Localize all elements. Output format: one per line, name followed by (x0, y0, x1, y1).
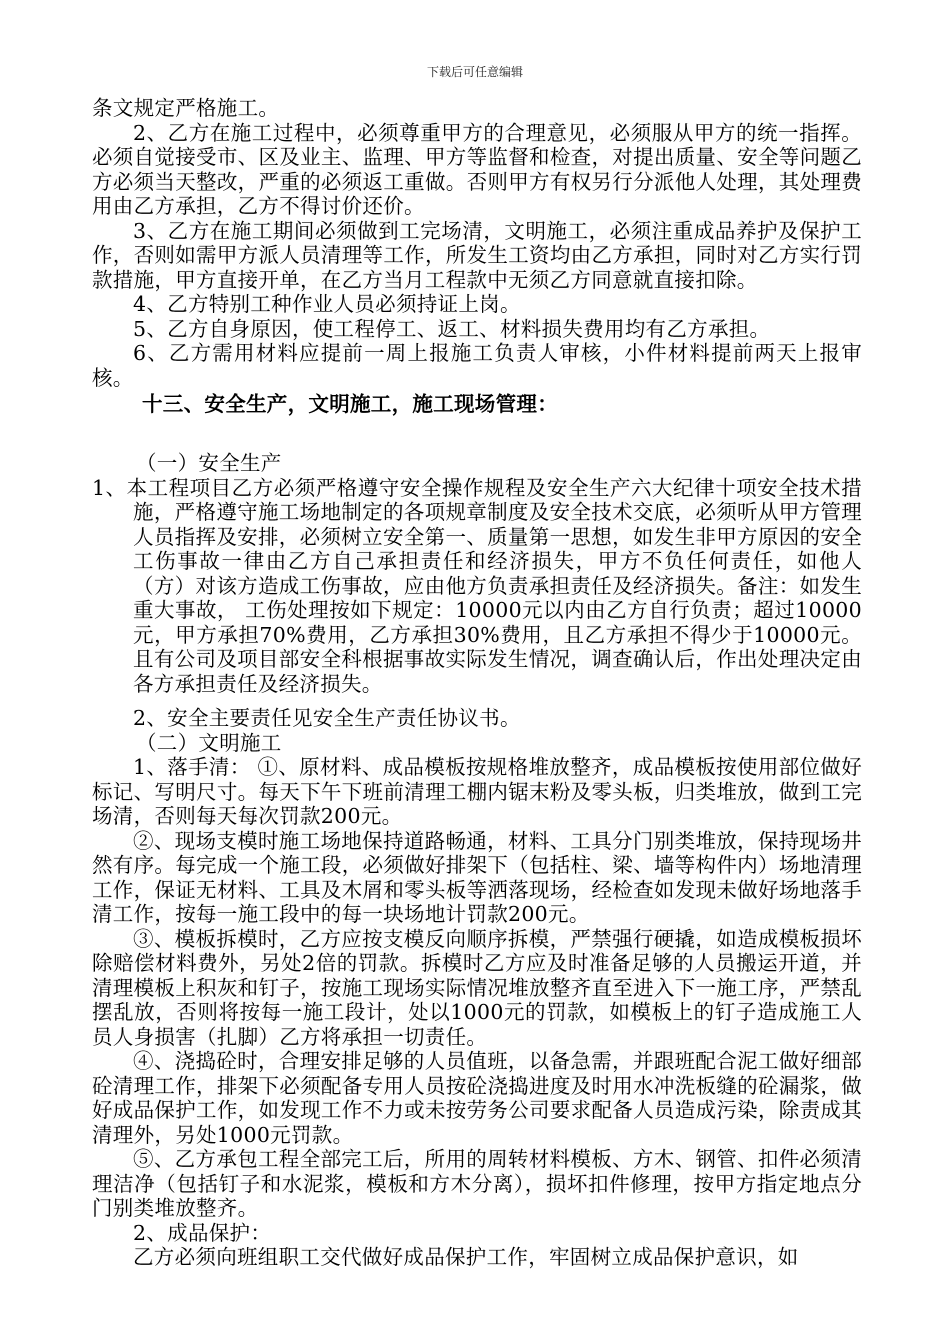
paragraph-clause-2: 2、乙方在施工过程中，必须尊重甲方的合理意见，必须服从甲方的统一指挥。必须自觉接受市、区及业主、监理、甲方等监督和检查，对提出质量、安全等问题乙方必须当天整改，严重的必须返工重做。否则甲方有权另行分派他人处理，其处理费用由乙方承担，乙方不得讨价还价。 (92, 120, 862, 218)
document-body (92, 96, 862, 1270)
safety-item-1-text: 本工程项目乙方必须严格遵守安全操作规程及安全生产六大纪律十项安全技术措施，严格遵守施工场地制定的各项规章制度及安全技术交底，必须听从甲方管理人员指挥及安排，必须树立安全第一、质量第一思想，如发生非甲方原因的安全工伤事故一律由乙方自己承担责任和经济损失，甲方不负任何责任，如他人（方）对该方造成工伤事故，应由他方负责承担责任及经济损失。备注：如发生重大事故， 工伤处理按如下规定：10000元以内由乙方自行负责；超过10000元，甲方承担70%费用，乙方承担30%费用，且乙方承担不得少于10000元。且有公司及项目部安全科根据事故实际发生情况，调查确认后，作出处理决定由各方承担责任及经济损失。 (126, 475, 862, 696)
civilized-item-1: 1、落手清： ①、原材料、成品模板按规格堆放整齐，成品模板按使用部位做好标记、写明尺寸。每天下午下班前清理工棚内锯末粉及零头板，归类堆放，做到工完场清，否则每天每次罚款200元。 (92, 755, 862, 828)
section-heading-13: 十三、安全生产，文明施工，施工现场管理： (142, 392, 558, 416)
paragraph-clause-4: 4、乙方特别工种作业人员必须持证上岗。 (133, 292, 521, 316)
safety-item-2: 2、安全主要责任见安全生产责任协议书。 (133, 706, 521, 730)
civilized-item-1-2: ②、现场支模时施工场地保持道路畅通，材料、工具分门别类堆放，保持现场井然有序。每完成一个施工段，必须做好排架下（包括柱、梁、墙等构件内）场地清理工作，保证无材料、工具及木屑和零头板等洒落现场，经检查如发现未做好场地落手清工作，按每一施工段中的每一块场地计罚款200元。 (92, 828, 862, 926)
civilized-item-1-5: ⑤、乙方承包工程全部完工后，所用的周转材料模板、方木、钢管、扣件必须清理洁净（包括钉子和水泥浆，模板和方木分离），损坏扣件修理，按甲方指定地点分门别类堆放整齐。 (92, 1147, 862, 1220)
subsection-title-safety: （一）安全生产 (136, 451, 282, 475)
safety-item-1-number: 1、 (92, 475, 127, 500)
paragraph-clause-6: 6、乙方需用材料应提前一周上报施工负责人审核，小件材料提前两天上报审核。 (92, 341, 862, 390)
blank-line (92, 417, 862, 442)
civilized-item-1-4: ④、浇捣砼时，合理安排足够的人员值班，以备急需，并跟班配合泥工做好细部砼清理工作，排架下必须配备专用人员按砼浇捣进度及时用水冲洗板缝的砼漏浆，做好成品保护工作，如发现工作不力或未按劳务公司要求配备人员造成污染，除责成其清理外，另处1000元罚款。 (92, 1049, 862, 1147)
subsection-title-civilized: （二）文明施工 (136, 730, 282, 755)
page-header: 下载后可任意编辑 (426, 65, 523, 79)
paragraph-clause-5: 5、乙方自身原因，使工程停工、返工、材料损失费用均有乙方承担。 (133, 316, 771, 341)
civilized-item-1-3: ③、模板拆模时，乙方应按支模反向顺序拆模，严禁强行硬撬，如造成模板损坏除赔偿材料费外，另处2倍的罚款。拆模时乙方应及时准备足够的人员搬运开道，并清理模板上积灰和钉子，按施工现场实际情况堆放整齐直至进入下一施工序，严禁乱摆乱放，否则将按每一施工段计，处以1000元的罚款，如模板上的钉子造成施工人员人身损害（扎脚）乙方将承担一切责任。 (92, 926, 862, 1049)
paragraph-continuation: 条文规定严格施工。 (92, 96, 280, 120)
civilized-item-2-text: 乙方必须向班组职工交代做好成品保护工作，牢固树立成品保护意识，如 (133, 1245, 799, 1269)
paragraph-clause-3: 3、乙方在施工期间必须做到工完场清，文明施工，必须注重成品养护及保护工作，否则如需甲方派人员清理等工作，所发生工资均由乙方承担，同时对乙方实行罚款措施，甲方直接开单，在乙方当月工程款中无须乙方同意就直接扣除。 (92, 218, 862, 292)
safety-item-1 (51, 476, 862, 697)
civilized-item-2-title: 2、成品保护： (133, 1220, 272, 1245)
